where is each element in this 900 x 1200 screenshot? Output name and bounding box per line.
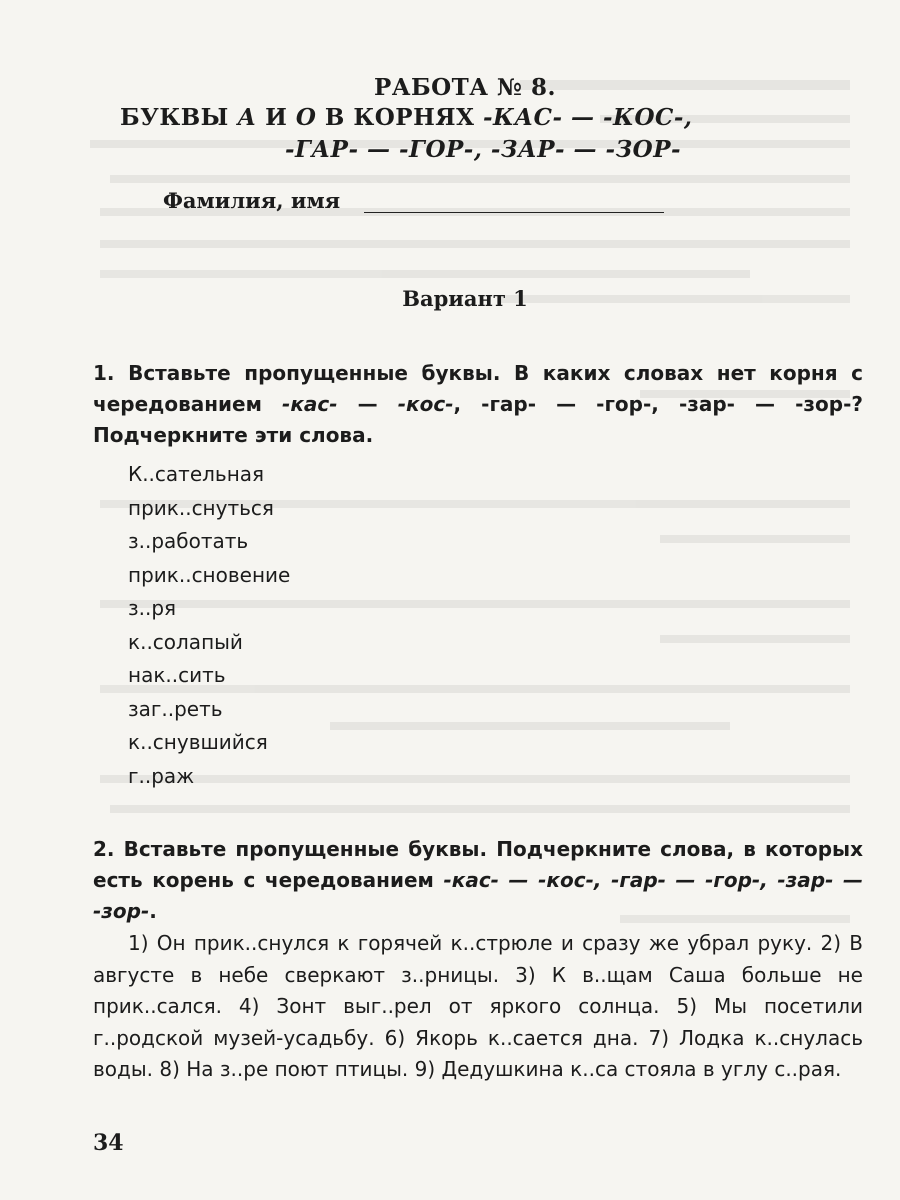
list-item[interactable]: нак..сить [128,663,226,687]
task-2-roots: -кас- — -кос-, -гар- — -гор-, -зар- — -зор- [93,868,863,923]
task-2-sentences[interactable]: 1) Он прик..снулся к горячей к..стрюле и сразу же убрал руку. 2) В августе в небе сверкают з..рницы. 3) К в..щам Саша больше не прик..сался. 4) Зонт выг..рел от яркого солнца. 5) Мы посетили г..родской музей-усадьбу. 6) Якорь к..сается дна. 7) Лодка к..снулась воды. 8) На з..ре поют птицы. 9) Дедушкина к..са стояла в углу с..рая. [93,931,863,1081]
page-number: 34 [93,1130,124,1156]
task-1-root-kos: -кос- [397,392,454,416]
variant-title: Вариант 1 [402,286,528,311]
root-pair-gar-gor-zar-zor: -ГАР- — -ГОР-, -ЗАР- — -ЗОР- [285,136,682,163]
topic-and: И [256,104,296,131]
work-number-title: РАБОТА № 8. [373,74,557,101]
list-item[interactable]: прик..снуться [128,495,274,520]
list-item[interactable]: к..солапый [128,629,243,654]
task-1-instruction [93,358,863,451]
task-2-instruction [93,834,863,927]
list-item[interactable]: з..ря [128,596,177,620]
task-2-lead: 2. Вставьте пропущенные буквы. Подчеркните слова, в которых есть корень с чередованием [93,837,863,892]
task-1-word-list [128,458,290,793]
student-name-field[interactable] [364,194,664,213]
root-pair-kas-kos: -КАС- — -КОС-, [482,104,693,131]
list-item[interactable]: г..раж [128,763,195,788]
topic-letter-a: А [237,104,257,131]
list-item[interactable]: прик..сновение [128,562,291,587]
task-1-rest: , -гар- — -гор-, -зар- — -зор-? Подчеркните эти слова. [93,392,863,447]
topic-prefix: БУКВЫ [120,104,238,131]
student-name-row [163,188,664,213]
student-name-label: Фамилия, имя [163,188,341,213]
list-item[interactable]: заг..реть [128,696,223,721]
task-1-dash: — [337,392,398,416]
topic-middle: В КОРНЯХ [316,104,483,131]
list-item[interactable]: з..работать [128,529,249,553]
topic-title-line1 [0,104,900,131]
task-2-end: . [149,899,157,923]
task-1-root-kas: -кас- [282,392,338,416]
topic-letter-o: О [295,104,317,131]
task-1-lead: 1. Вставьте пропущенные буквы. В каких словах нет корня с чередованием [93,361,863,416]
list-item[interactable]: К..сательная [128,462,265,486]
topic-title-line2 [0,136,900,163]
list-item[interactable]: к..снувшийся [128,730,268,754]
